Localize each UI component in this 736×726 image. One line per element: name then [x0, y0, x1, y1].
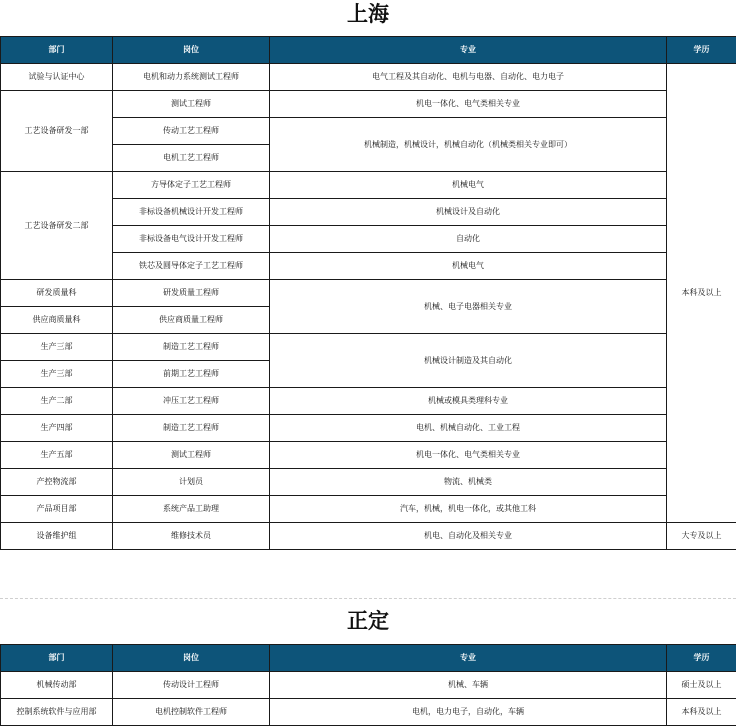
- position-cell: 系统产品工助理: [113, 496, 270, 523]
- header-education: 学历: [667, 37, 736, 64]
- header-position: 岗位: [113, 37, 270, 64]
- major-cell: 电气工程及其自动化、电机与电器、自动化、电力电子: [270, 64, 667, 91]
- table-row: [1, 388, 736, 415]
- position-cell: 电机控制软件工程师: [113, 699, 270, 726]
- major-cell: 电机、机械自动化、工业工程: [270, 415, 667, 442]
- dept-cell: 工艺设备研发一部: [1, 91, 113, 172]
- dept-cell: 产控物流部: [1, 469, 113, 496]
- position-cell: 制造工艺工程师: [113, 334, 270, 361]
- header-education: 学历: [667, 645, 736, 672]
- dept-cell: 试验与认证中心: [1, 64, 113, 91]
- dept-cell: 生产三部: [1, 334, 113, 361]
- major-cell: 机电、自动化及相关专业: [270, 523, 667, 550]
- education-cell: 本科及以上: [667, 699, 736, 726]
- position-cell: 供应商质量工程师: [113, 307, 270, 334]
- education-cell: 硕士及以上: [667, 672, 736, 699]
- major-cell: 机电一体化、电气类相关专业: [270, 91, 667, 118]
- table-row: [1, 91, 736, 118]
- dept-cell: 生产四部: [1, 415, 113, 442]
- position-cell: 传动设计工程师: [113, 672, 270, 699]
- table-row: [1, 523, 736, 550]
- shanghai-table: [0, 36, 736, 550]
- major-cell: 电机，电力电子，自动化，车辆: [270, 699, 667, 726]
- header-dept: 部门: [1, 37, 113, 64]
- major-cell: 机械制造，机械设计，机械自动化（机械类相关专业即可）: [270, 118, 667, 172]
- table-row: [1, 672, 736, 699]
- major-cell: 机械、车辆: [270, 672, 667, 699]
- major-cell: 机电一体化、电气类相关专业: [270, 442, 667, 469]
- table-row: [1, 442, 736, 469]
- header-major: 专业: [270, 645, 667, 672]
- education-cell: 本科及以上: [667, 64, 736, 523]
- position-cell: 方导体定子工艺工程师: [113, 172, 270, 199]
- education-cell: 大专及以上: [667, 523, 736, 550]
- dept-cell: 生产三部: [1, 361, 113, 388]
- major-cell: 机械电气: [270, 253, 667, 280]
- position-cell: 传动工艺工程师: [113, 118, 270, 145]
- table-row: [1, 699, 736, 726]
- position-cell: 测试工程师: [113, 91, 270, 118]
- major-cell: 汽车，机械，机电一体化，或其他工科: [270, 496, 667, 523]
- table-row: [1, 172, 736, 199]
- section-title-zhengding: 正定: [347, 609, 389, 633]
- table-row: [1, 496, 736, 523]
- position-cell: 制造工艺工程师: [113, 415, 270, 442]
- position-cell: 铁芯及圆导体定子工艺工程师: [113, 253, 270, 280]
- section-divider: [0, 598, 736, 599]
- position-cell: 研发质量工程师: [113, 280, 270, 307]
- dept-cell: 供应商质量科: [1, 307, 113, 334]
- table-row: [1, 280, 736, 307]
- table-header-row: [1, 645, 736, 672]
- header-dept: 部门: [1, 645, 113, 672]
- major-cell: 机械或模具类理科专业: [270, 388, 667, 415]
- header-position: 岗位: [113, 645, 270, 672]
- header-major: 专业: [270, 37, 667, 64]
- table-row: [1, 415, 736, 442]
- major-cell: 机械、电子电器相关专业: [270, 280, 667, 334]
- dept-cell: 控制系统软件与应用部: [1, 699, 113, 726]
- major-cell: 物流、机械类: [270, 469, 667, 496]
- dept-cell: 机械传动部: [1, 672, 113, 699]
- position-cell: 前期工艺工程师: [113, 361, 270, 388]
- zhengding-table: [0, 644, 736, 726]
- major-cell: 机械设计及自动化: [270, 199, 667, 226]
- table-row: [1, 469, 736, 496]
- major-cell: 机械设计制造及其自动化: [270, 334, 667, 388]
- position-cell: 冲压工艺工程师: [113, 388, 270, 415]
- position-cell: 测试工程师: [113, 442, 270, 469]
- position-cell: 非标设备电气设计开发工程师: [113, 226, 270, 253]
- dept-cell: 研发质量科: [1, 280, 113, 307]
- position-cell: 非标设备机械设计开发工程师: [113, 199, 270, 226]
- section-title-shanghai: 上海: [347, 2, 389, 26]
- position-cell: 计划员: [113, 469, 270, 496]
- dept-cell: 工艺设备研发二部: [1, 172, 113, 280]
- dept-cell: 生产五部: [1, 442, 113, 469]
- dept-cell: 产品项目部: [1, 496, 113, 523]
- major-cell: 机械电气: [270, 172, 667, 199]
- table-header-row: [1, 37, 736, 64]
- major-cell: 自动化: [270, 226, 667, 253]
- table-row: [1, 334, 736, 361]
- dept-cell: 生产二部: [1, 388, 113, 415]
- table-row: [1, 64, 736, 91]
- position-cell: 电机和动力系统测试工程师: [113, 64, 270, 91]
- position-cell: 电机工艺工程师: [113, 145, 270, 172]
- dept-cell: 设备维护组: [1, 523, 113, 550]
- position-cell: 维修技术员: [113, 523, 270, 550]
